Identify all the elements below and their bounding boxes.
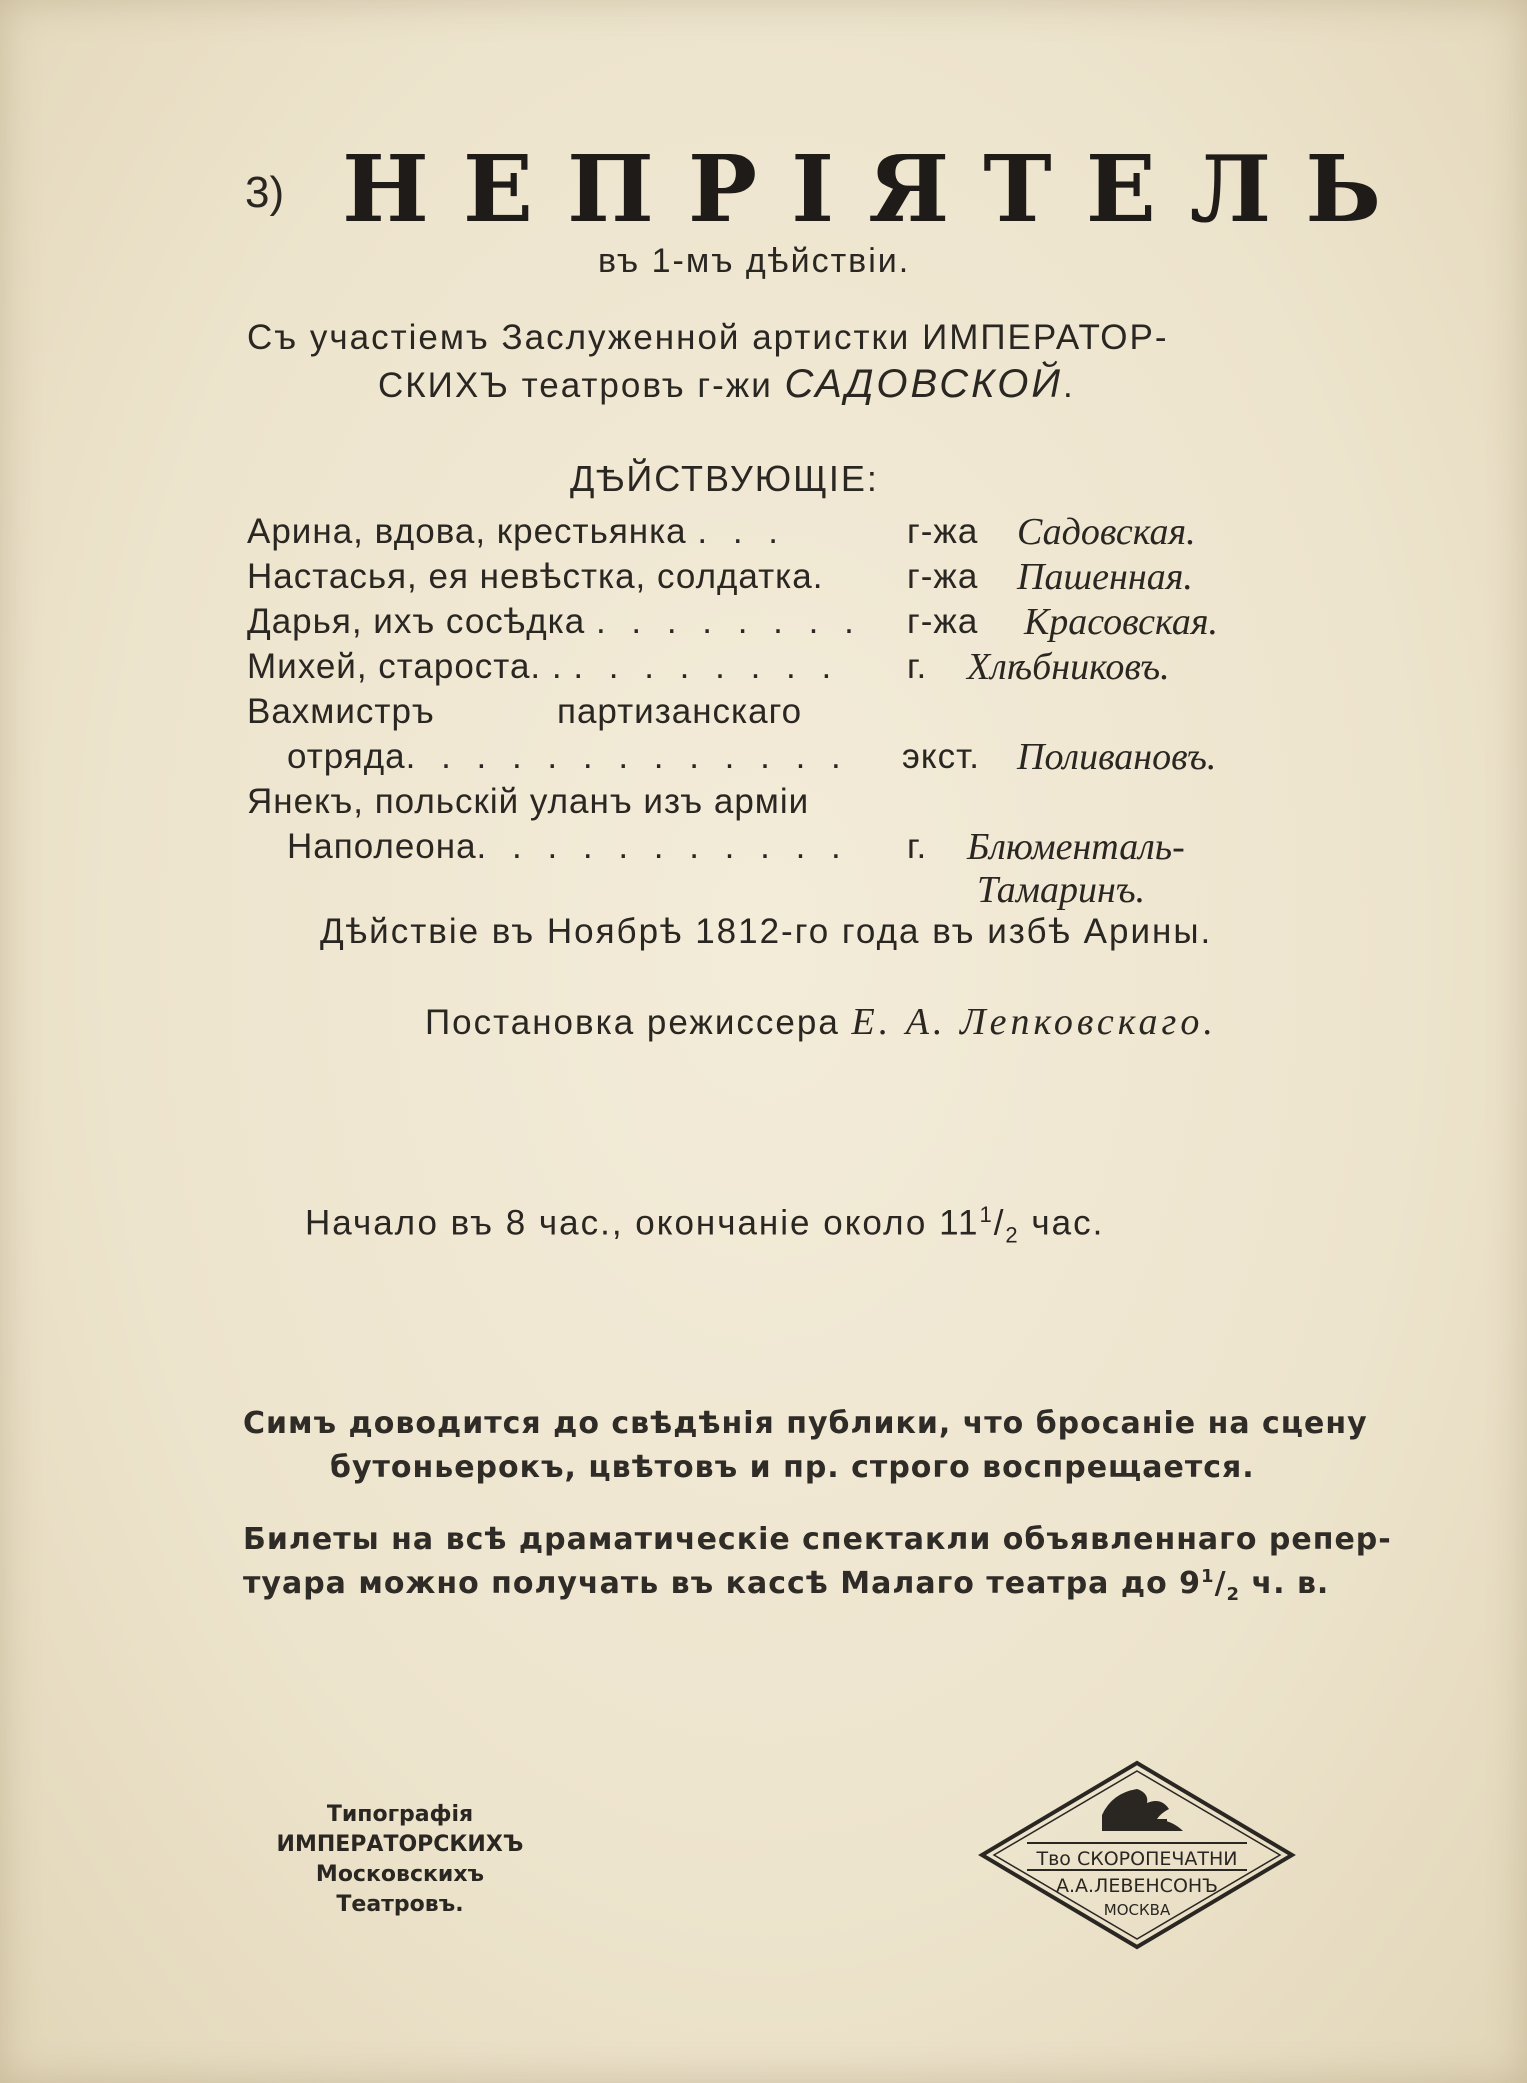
cast-role: Наполеона xyxy=(287,827,477,866)
cast-role: Дарья, ихъ сосѣдка xyxy=(247,602,586,641)
cast-dots: . . . . . . . . xyxy=(595,602,862,641)
notice-2-slash: / xyxy=(1214,1566,1227,1601)
imprint-line-3: Московскихъ xyxy=(315,1862,485,1887)
notice-2-after: ч. в. xyxy=(1240,1566,1330,1601)
notice-2-sub: 2 xyxy=(1226,1584,1241,1605)
cast-title: г. xyxy=(907,647,928,686)
printer-imprint xyxy=(240,1800,560,1920)
seal-line-3: МОСКВА xyxy=(1103,1901,1171,1919)
play-subtitle: въ 1-мъ дѣйствіи. xyxy=(598,242,911,280)
cast-role: Настасья, ея невѣстка, солдатка. xyxy=(247,557,824,596)
time-after: час. xyxy=(1019,1203,1105,1243)
participation-end: . xyxy=(1063,366,1075,405)
printer-seal-logo xyxy=(972,1755,1302,1955)
cast-row xyxy=(247,557,823,597)
cast-actor: Поливановъ. xyxy=(1017,736,1217,778)
cast-actor: Блюменталь- xyxy=(967,826,1185,868)
cast-actor: Садовская. xyxy=(1017,511,1196,553)
cast-row xyxy=(287,827,849,867)
cast-title: г-жа xyxy=(907,602,979,641)
cast-row: Янекъ, польскій уланъ изъ арміи xyxy=(247,782,810,821)
cast-row: Вахмистръ xyxy=(247,692,435,731)
cast-dots: . . . . . . . . . . . . . xyxy=(405,737,849,776)
cast-heading: ДѢЙСТВУЮЩІЕ: xyxy=(570,458,879,499)
cast-role-continued: партизанскаго xyxy=(557,692,803,731)
notice-1-line-2: бутоньерокъ, цвѣтовъ и пр. строго воспрещается. xyxy=(330,1450,1255,1485)
imprint-line-2: ИМПЕРАТОРСКИХЪ xyxy=(276,1832,524,1857)
cast-actor-continued: Тамаринъ. xyxy=(977,869,1146,911)
time-line xyxy=(305,1202,1104,1249)
time-slash: / xyxy=(993,1203,1006,1243)
seal-line-2: А.А.ЛЕВЕНСОНЪ xyxy=(1055,1875,1219,1897)
cast-row xyxy=(247,647,839,687)
setting-line: Дѣйствіе въ Ноябрѣ 1812-го года въ избѣ Арины. xyxy=(320,912,1213,951)
cast-dots: . . . . . . . . xyxy=(573,647,840,686)
time-sup: 1 xyxy=(979,1202,994,1227)
cast-actor: Красовская. xyxy=(1024,601,1219,643)
item-number: 3) xyxy=(245,168,285,217)
notice-2-sup: 1 xyxy=(1201,1566,1215,1587)
cast-actor: Хлѣбниковъ. xyxy=(967,646,1170,688)
time-before: Начало въ 8 час., окончаніе около 11 xyxy=(305,1203,980,1243)
seal-line-1: Тво СКОРОПЕЧАТНИ xyxy=(1036,1848,1238,1870)
notice-2-line-2 xyxy=(243,1566,1329,1605)
cast-actor: Пашенная. xyxy=(1017,556,1193,598)
cast-row xyxy=(287,737,849,777)
notice-2-line-1: Билеты на всѣ драматическіе спектакли объявленнаго репер- xyxy=(243,1522,1392,1557)
direction-prefix: Постановка режиссера xyxy=(425,1003,840,1042)
notice-2-before: туара можно получать въ кассѣ Малаго театра до 9 xyxy=(243,1566,1202,1601)
play-title: НЕПРІЯТЕЛЬ xyxy=(342,135,1416,243)
imprint-line-1: Типографія xyxy=(326,1802,474,1827)
notice-1-line-1: Симъ доводится до свѣдѣнія публики, что бросаніе на сцену xyxy=(243,1406,1368,1441)
direction-line xyxy=(425,1000,1217,1044)
cast-role: Арина, вдова, крестьянка xyxy=(247,512,687,551)
cast-dots: . . . . . . . . . . . xyxy=(476,827,849,866)
cast-role: Михей, староста. . xyxy=(247,647,563,686)
participation-line-2 xyxy=(378,362,1075,407)
cast-title: г-жа xyxy=(907,512,979,551)
cast-title: г-жа xyxy=(907,557,979,596)
participation-prefix: СКИХЪ театровъ г-жи xyxy=(378,366,773,405)
griffin-icon xyxy=(1102,1789,1183,1831)
cast-row xyxy=(247,512,786,552)
cast-title: г. xyxy=(907,827,928,866)
star-name: САДОВСКОЙ xyxy=(784,362,1064,406)
cast-row xyxy=(247,602,862,642)
cast-role: отряда xyxy=(287,737,406,776)
cast-dots: . . . xyxy=(697,512,787,551)
participation-line-1: Съ участіемъ Заслуженной артистки ИМПЕРАТОР- xyxy=(247,318,1169,357)
time-sub: 2 xyxy=(1005,1222,1020,1248)
director-name: Е. А. Лепковскаго. xyxy=(851,1001,1217,1043)
imprint-line-4: Театровъ. xyxy=(336,1892,464,1917)
cast-title: экст. xyxy=(902,737,980,776)
